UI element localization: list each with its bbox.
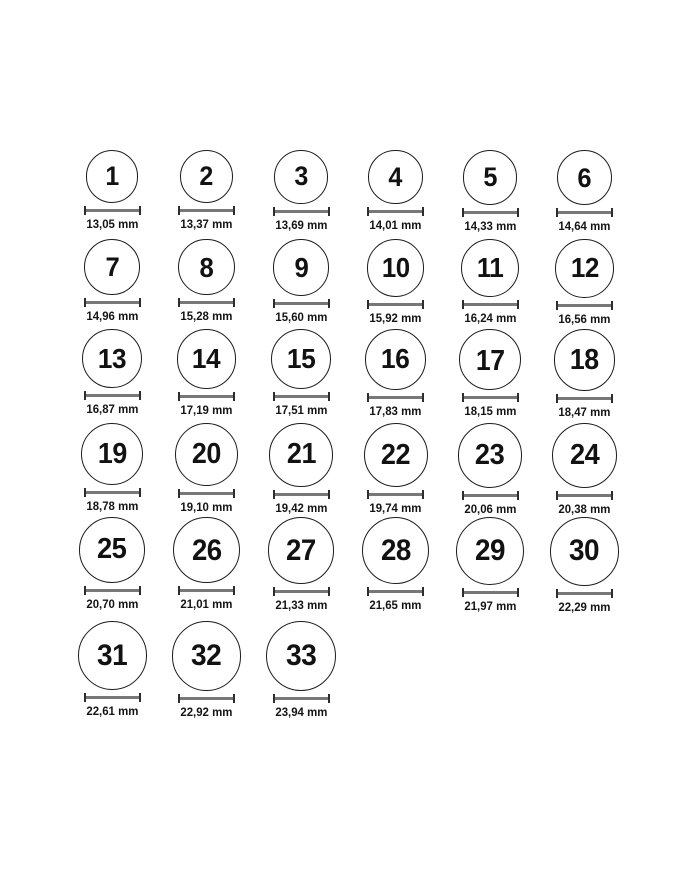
- diameter-measure-line: [273, 490, 330, 499]
- ring-size-number: 27: [286, 533, 316, 567]
- ring-size-item: [254, 423, 349, 516]
- measure-bar: [464, 396, 517, 399]
- ring-circle: [364, 423, 428, 487]
- ring-circle: [268, 517, 335, 584]
- ring-size-item: [443, 239, 538, 326]
- ring-circle: [458, 423, 523, 488]
- diameter-measure-line: [84, 298, 141, 307]
- ring-size-item: [443, 423, 538, 516]
- ring-size-item: [348, 329, 443, 419]
- diameter-label: 17,51 mm: [275, 403, 327, 418]
- ring-size-item: [65, 150, 160, 233]
- measure-bar: [275, 493, 328, 496]
- diameter-label: 21,33 mm: [275, 597, 327, 612]
- diameter-label: 15,92 mm: [369, 310, 422, 325]
- measure-bar: [275, 395, 328, 398]
- ring-circle: [271, 329, 331, 389]
- diameter-measure-line: [556, 491, 613, 500]
- ring-size-item: [348, 517, 443, 614]
- measure-bar: [464, 494, 517, 497]
- measure-bar: [86, 696, 139, 699]
- ring-size-number: 3: [294, 161, 308, 192]
- ring-circle: [273, 239, 330, 296]
- ring-size-item: [65, 621, 160, 719]
- ring-size-row: [65, 150, 632, 233]
- diameter-measure-line: [367, 587, 424, 596]
- measure-bar: [275, 210, 328, 213]
- ring-size-number: 9: [294, 251, 308, 283]
- ring-size-number: 1: [105, 161, 119, 191]
- ring-size-row: [65, 423, 632, 516]
- ring-size-item: [443, 150, 538, 233]
- measure-bar: [275, 697, 328, 700]
- diameter-label: 22,92 mm: [180, 704, 233, 719]
- ring-size-item: [348, 239, 443, 326]
- diameter-label: 19,74 mm: [369, 501, 422, 515]
- ring-size-number: 10: [381, 252, 410, 283]
- diameter-measure-line: [556, 394, 613, 403]
- ring-circle: [550, 517, 619, 586]
- ring-size-number: 24: [569, 439, 600, 472]
- measure-bar: [558, 494, 611, 497]
- diameter-measure-line: [367, 207, 424, 216]
- diameter-measure-line: [84, 206, 141, 215]
- diameter-measure-line: [462, 393, 519, 402]
- ring-size-item: [159, 517, 254, 614]
- ring-circle: [79, 517, 145, 583]
- measure-bar: [86, 301, 139, 304]
- ring-circle: [78, 621, 147, 690]
- ring-size-number: 6: [577, 162, 592, 194]
- measure-bar: [558, 397, 611, 400]
- ring-circle: [555, 239, 614, 298]
- ring-size-number: 28: [380, 533, 411, 567]
- diameter-measure-line: [367, 300, 424, 309]
- ring-size-item: [254, 621, 349, 719]
- diameter-measure-line: [84, 488, 141, 497]
- measure-bar: [86, 394, 139, 397]
- diameter-measure-line: [178, 489, 235, 498]
- ring-size-item: [159, 621, 254, 719]
- measure-bar: [275, 590, 328, 593]
- diameter-label: 16,87 mm: [86, 402, 138, 417]
- diameter-measure-line: [273, 587, 330, 596]
- diameter-measure-line: [273, 694, 330, 703]
- diameter-label: 19,42 mm: [275, 500, 327, 515]
- ring-circle: [554, 329, 616, 391]
- ring-circle: [86, 150, 139, 203]
- ring-size-item: [254, 150, 349, 233]
- diameter-measure-line: [273, 207, 330, 216]
- diameter-label: 22,29 mm: [558, 599, 611, 614]
- measure-bar: [180, 209, 233, 212]
- diameter-measure-line: [367, 393, 424, 402]
- diameter-label: 17,19 mm: [180, 402, 233, 417]
- ring-size-number: 19: [97, 437, 127, 470]
- diameter-measure-line: [462, 208, 519, 217]
- diameter-measure-line: [367, 490, 424, 499]
- ring-size-number: 30: [569, 534, 600, 568]
- ring-size-number: 11: [476, 252, 504, 284]
- ring-size-number: 13: [97, 342, 127, 374]
- diameter-label: 15,60 mm: [275, 309, 327, 324]
- ring-circle: [362, 517, 429, 584]
- diameter-measure-line: [178, 298, 235, 307]
- ring-circle: [266, 621, 336, 691]
- ring-size-number: 5: [483, 161, 497, 192]
- ring-size-item: [537, 150, 632, 233]
- ring-size-number: 20: [192, 438, 221, 471]
- ring-size-item: [159, 329, 254, 419]
- ring-size-number: 25: [97, 533, 127, 566]
- diameter-measure-line: [462, 300, 519, 309]
- ring-circle: [172, 621, 242, 691]
- diameter-measure-line: [556, 589, 613, 598]
- ring-size-item: [159, 150, 254, 233]
- ring-size-item: [65, 329, 160, 419]
- diameter-label: 13,37 mm: [180, 217, 233, 231]
- measure-bar: [180, 697, 233, 700]
- measure-bar: [369, 396, 422, 399]
- measure-bar: [464, 211, 517, 214]
- measure-bar: [558, 304, 611, 307]
- ring-size-item: [254, 329, 349, 419]
- diameter-label: 20,06 mm: [464, 501, 516, 516]
- diameter-measure-line: [556, 208, 613, 217]
- diameter-measure-line: [273, 299, 330, 308]
- measure-bar: [180, 301, 233, 304]
- diameter-label: 18,15 mm: [464, 404, 516, 419]
- ring-size-item: [348, 150, 443, 233]
- measure-bar: [86, 209, 139, 212]
- diameter-label: 16,24 mm: [464, 311, 516, 325]
- ring-circle: [461, 239, 519, 297]
- diameter-measure-line: [84, 391, 141, 400]
- measure-bar: [369, 493, 422, 496]
- diameter-label: 18,47 mm: [558, 404, 611, 419]
- diameter-measure-line: [178, 206, 235, 215]
- ring-circle: [81, 423, 143, 485]
- diameter-label: 20,70 mm: [86, 596, 138, 611]
- measure-bar: [180, 589, 233, 592]
- ring-circle: [367, 239, 425, 297]
- ring-size-item: [65, 239, 160, 326]
- diameter-measure-line: [273, 392, 330, 401]
- ring-size-row: [65, 621, 349, 719]
- diameter-label: 14,33 mm: [464, 218, 516, 233]
- ring-circle: [368, 150, 422, 204]
- measure-bar: [558, 211, 611, 214]
- measure-bar: [369, 590, 422, 593]
- ring-circle: [552, 423, 617, 488]
- ring-circle: [269, 423, 333, 487]
- ring-circle: [177, 329, 237, 389]
- measure-bar: [369, 210, 422, 213]
- diameter-label: 14,01 mm: [369, 218, 422, 233]
- diameter-label: 17,83 mm: [369, 403, 422, 418]
- ring-circle: [463, 150, 518, 205]
- ring-size-number: 26: [191, 533, 222, 567]
- diameter-label: 13,69 mm: [275, 217, 327, 232]
- measure-bar: [464, 591, 517, 594]
- ring-size-number: 7: [105, 251, 119, 283]
- ring-size-number: 8: [199, 251, 214, 283]
- measure-bar: [86, 589, 139, 592]
- ring-circle: [365, 329, 426, 390]
- measure-bar: [558, 592, 611, 595]
- ring-circle: [459, 329, 520, 390]
- diameter-label: 20,38 mm: [558, 502, 611, 517]
- ring-circle: [274, 150, 328, 204]
- diameter-label: 22,61 mm: [86, 704, 138, 718]
- ring-size-number: 14: [192, 342, 221, 374]
- diameter-measure-line: [462, 588, 519, 597]
- diameter-measure-line: [178, 586, 235, 595]
- ring-size-item: [65, 517, 160, 614]
- ring-size-number: 15: [286, 343, 316, 375]
- diameter-label: 13,05 mm: [86, 216, 138, 231]
- measure-bar: [464, 303, 517, 306]
- ring-size-number: 21: [286, 438, 316, 471]
- diameter-label: 16,56 mm: [558, 311, 611, 326]
- measure-bar: [369, 303, 422, 306]
- measure-bar: [86, 491, 139, 494]
- ring-size-item: [537, 423, 632, 516]
- ring-circle: [173, 517, 239, 583]
- ring-size-item: [254, 517, 349, 614]
- ring-size-item: [254, 239, 349, 326]
- diameter-label: 15,28 mm: [180, 309, 233, 324]
- ring-size-number: 29: [474, 534, 505, 568]
- ring-size-item: [159, 239, 254, 326]
- ring-size-item: [159, 423, 254, 516]
- ring-size-number: 31: [96, 638, 128, 672]
- ring-size-number: 32: [191, 638, 222, 672]
- ring-circle: [178, 239, 234, 295]
- diameter-measure-line: [178, 392, 235, 401]
- ring-circle: [456, 517, 524, 585]
- ring-size-number: 18: [570, 343, 599, 376]
- ring-size-number: 22: [380, 438, 411, 471]
- ring-size-item: [537, 239, 632, 326]
- ring-size-item: [443, 329, 538, 419]
- ring-size-number: 16: [381, 343, 410, 375]
- ring-circle: [82, 329, 141, 388]
- ring-circle: [180, 150, 233, 203]
- ring-size-number: 4: [388, 161, 403, 192]
- diameter-measure-line: [178, 694, 235, 703]
- diameter-label: 14,64 mm: [558, 219, 611, 234]
- ring-size-row: [65, 329, 632, 419]
- diameter-measure-line: [84, 586, 141, 595]
- ring-size-item: [348, 423, 443, 516]
- ring-size-number: 17: [475, 343, 505, 376]
- ring-size-item: [65, 423, 160, 516]
- measure-bar: [180, 492, 233, 495]
- diameter-label: 23,94 mm: [275, 705, 327, 720]
- diameter-label: 21,01 mm: [180, 597, 233, 612]
- measure-bar: [180, 395, 233, 398]
- ring-size-number: 33: [285, 639, 317, 673]
- ring-size-row: [65, 239, 632, 326]
- measure-bar: [275, 302, 328, 305]
- ring-size-item: [443, 517, 538, 614]
- diameter-label: 14,96 mm: [86, 308, 138, 323]
- ring-size-number: 12: [570, 252, 599, 284]
- ring-circle: [557, 150, 612, 205]
- diameter-measure-line: [556, 301, 613, 310]
- diameter-label: 21,97 mm: [464, 598, 516, 613]
- diameter-measure-line: [84, 693, 141, 702]
- ring-size-item: [537, 517, 632, 614]
- ring-size-item: [537, 329, 632, 419]
- ring-circle: [175, 423, 238, 486]
- diameter-measure-line: [462, 491, 519, 500]
- ring-size-number: 23: [475, 438, 505, 471]
- diameter-label: 21,65 mm: [369, 598, 422, 613]
- ring-size-number: 2: [199, 161, 214, 192]
- diameter-label: 19,10 mm: [180, 500, 233, 514]
- ring-circle: [84, 239, 140, 295]
- ring-size-row: [65, 517, 632, 614]
- diameter-label: 18,78 mm: [86, 499, 138, 514]
